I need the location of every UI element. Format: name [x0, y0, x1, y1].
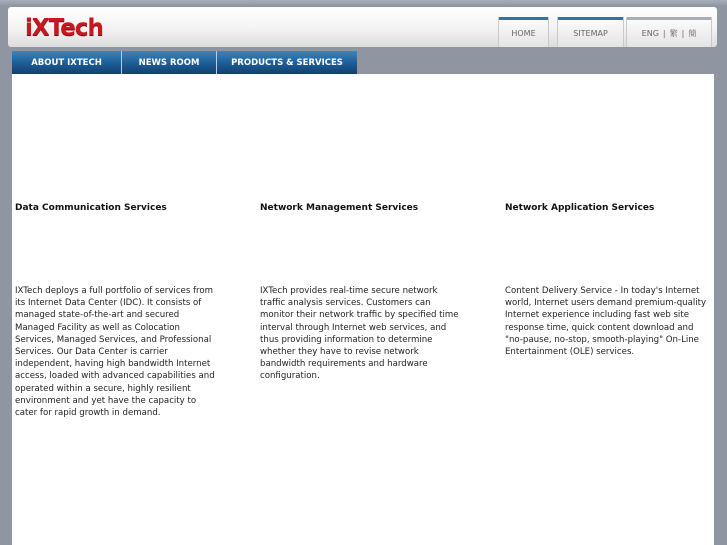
header-bar — [8, 7, 717, 47]
service-title: Network Application Services — [505, 203, 655, 213]
service-title: Data Communication Services — [15, 203, 167, 213]
service-description: IXTech deploys a full portfolio of services from its Internet Data Center (IDC). It consists of managed state-of-the-art and secured Managed Facility as well as Colocation Services, Managed Services, and Professional Services. Our Data Center is carrier independent, having high bandwidth Internet access, loaded with advanced capabilities and operated within a secure, highly resilient environment and yet have the capacity to cater for rapid growth in demand. — [15, 286, 215, 419]
lang-separator: | — [662, 29, 666, 38]
service-title: Network Management Services — [260, 203, 419, 213]
tab-news-room[interactable]: NEWS ROOM — [122, 51, 217, 74]
sitemap-link-label[interactable]: SITEMAP — [573, 29, 608, 38]
home-link[interactable] — [499, 17, 548, 47]
service-description: Content Delivery Service - In today's Internet world, Internet users demand premium-quality Internet experience including fast web site response time, quick content download and "no-pause, no-stop, smooth-playing" On-Line Entertainment (OLE) services. — [505, 286, 707, 358]
lang-traditional-chinese-link[interactable]: 繁 — [669, 29, 678, 38]
utility-nav — [499, 14, 718, 47]
main-content — [12, 74, 714, 545]
service-description: IXTech provides real-time secure network traffic analysis services. Customers can monitor their network traffic by specified time interval through Internet web services, and thus providing information to determine whether they have to revise network bandwidth requirements and hardware configuration. — [260, 286, 459, 382]
lang-separator: | — [681, 29, 685, 38]
lang-eng-link[interactable]: ENG — [641, 29, 659, 38]
lang-simplified-chinese-link[interactable]: 簡 — [688, 29, 697, 38]
tab-products-services[interactable]: PRODUCTS & SERVICES — [217, 51, 357, 74]
ixtech-logo[interactable]: iXTech — [25, 15, 103, 41]
language-switcher — [627, 17, 711, 47]
tab-about-ixtech[interactable]: ABOUT IXTECH — [12, 51, 122, 74]
sitemap-link[interactable] — [558, 17, 623, 47]
main-nav — [12, 51, 357, 74]
home-link-label[interactable]: HOME — [511, 29, 536, 38]
